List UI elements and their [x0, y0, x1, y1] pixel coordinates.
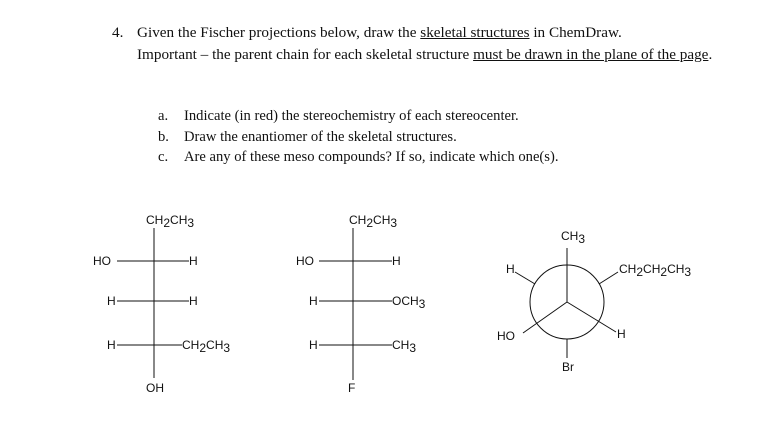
fischer-projection-1 — [117, 228, 189, 378]
newman-front-lower-left-group: HO — [497, 329, 515, 343]
underlined-skeletal-structures: skeletal structures — [420, 24, 530, 41]
fischer2-row2-left: H — [309, 294, 318, 308]
question-number: 4. — [112, 24, 124, 41]
newman-front-bond-lower-left — [523, 302, 567, 333]
newman-front-bond-lower-right — [567, 302, 616, 332]
fischer2-row3-right: CH3 — [392, 338, 417, 355]
fischer1-row1-left: HO — [93, 254, 111, 268]
subpart-text: Are any of these meso compounds? If so, indicate which one(s). — [184, 149, 559, 165]
fischer1-top-group: CH2CH3 — [146, 213, 195, 230]
newman-back-bond-upper-right — [599, 272, 618, 284]
fischer2-row1-left: HO — [296, 254, 314, 268]
fischer1-row1-right: H — [189, 254, 198, 268]
newman-projection — [515, 248, 618, 358]
underlined-plane-requirement: must be drawn in the plane of the page — [473, 46, 709, 63]
fischer2-row1-right: H — [392, 254, 401, 268]
question-text-part: in ChemDraw. — [529, 24, 622, 41]
fischer1-row2-right: H — [189, 294, 198, 308]
question-important-text: Important – the parent chain for each skeletal structure — [137, 46, 474, 63]
subpart-letter: b. — [158, 128, 169, 145]
subpart-text: Indicate (in red) the stereochemistry of each stereocenter. — [184, 108, 519, 124]
fischer2-bottom-group: F — [348, 381, 356, 395]
newman-back-upper-left-group: H — [506, 262, 515, 276]
question-text-part: Given the Fischer projections below, draw the — [137, 24, 421, 41]
fischer1-row2-left: H — [107, 294, 116, 308]
fischer-projection-2 — [319, 228, 392, 380]
newman-front-top-group: CH3 — [561, 229, 586, 246]
fischer1-row3-right: CH2CH3 — [182, 338, 231, 355]
subpart-text: Draw the enantiomer of the skeletal structures. — [184, 128, 457, 145]
newman-back-upper-right-group: CH2CH2CH3 — [619, 262, 692, 279]
newman-back-bottom-group: Br — [562, 360, 574, 374]
subpart-letter: c. — [158, 149, 169, 165]
newman-front-lower-right-group: H — [617, 327, 626, 341]
fischer1-bottom-group: OH — [146, 381, 164, 395]
fischer2-row3-left: H — [309, 338, 318, 352]
fischer2-top-group: CH2CH3 — [349, 213, 398, 230]
fischer2-row2-right: OCH3 — [392, 294, 426, 311]
newman-back-bond-upper-left — [515, 272, 535, 284]
question-text-part: . — [708, 46, 713, 63]
subpart-letter: a. — [158, 108, 169, 124]
fischer1-row3-left: H — [107, 338, 116, 352]
